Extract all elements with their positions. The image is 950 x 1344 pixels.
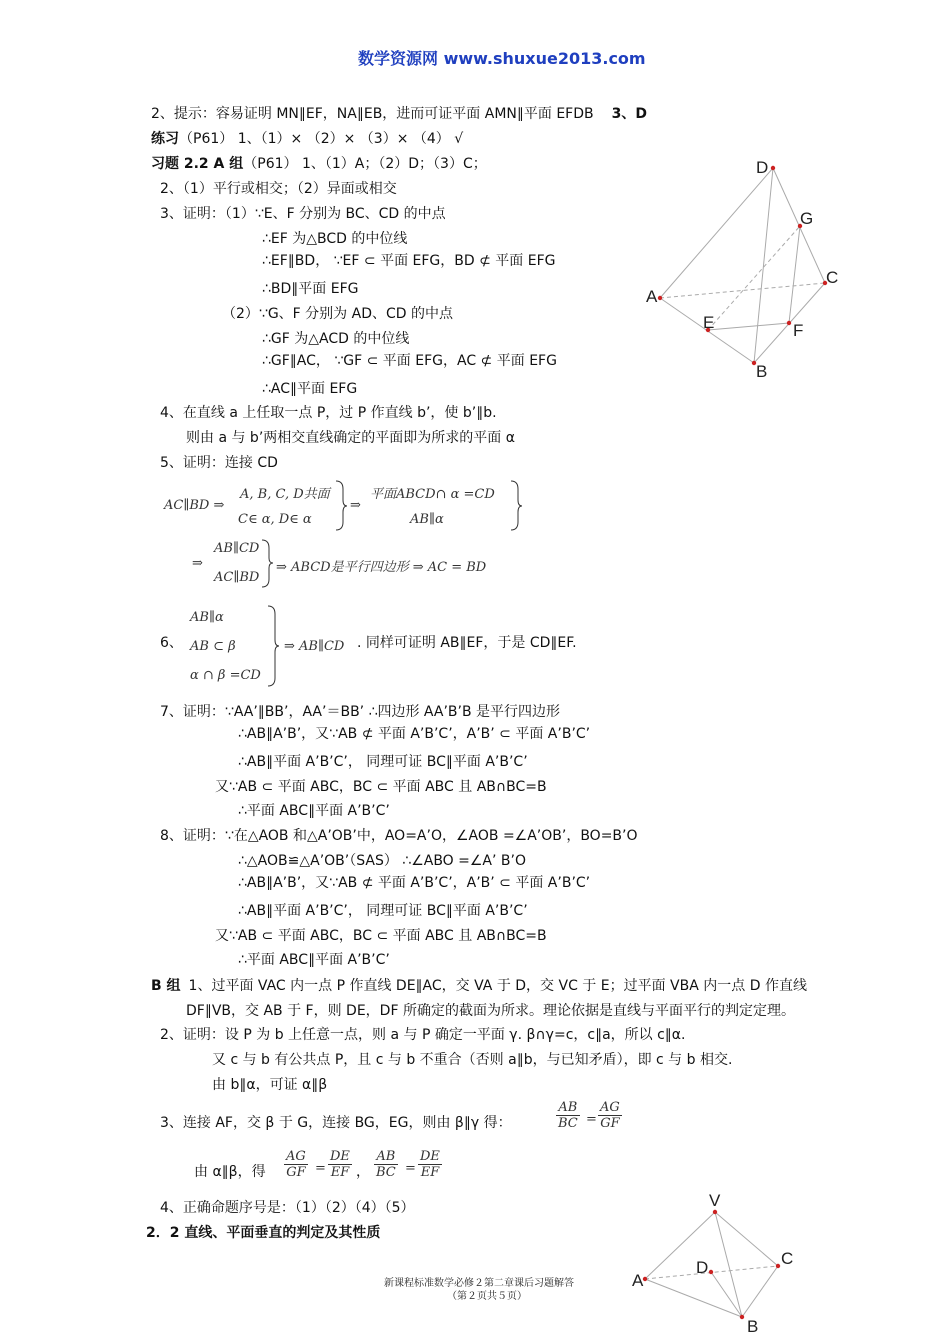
line-32: 由 b∥α，可证 α∥β <box>212 1077 328 1093</box>
q3-frac-1: $\frac{AB}{BC}$ <box>558 1100 578 1131</box>
line-5: 3、证明：（1）∵E、F 分别为 BC、CD 的中点 <box>160 206 446 222</box>
f6-2: AB ⊂ β <box>190 639 236 654</box>
f5-row2a: ⇒ <box>192 556 203 571</box>
fig2-label-c: C <box>781 1249 794 1268</box>
fig1-label-c: C <box>826 268 839 287</box>
f5-arrow: ⇒ <box>350 498 361 513</box>
line-17: 7、证明：∵AA’∥BB’，AA’＝BB’ ∴四边形 AA’B’B 是平行四边形 <box>160 704 561 720</box>
footer-line-1: 新课程标准数学必修２第二章课后习题解答 <box>384 1278 574 1289</box>
f5-b1: A, B, C, D共面 <box>240 487 330 502</box>
f5-left: AC∥BD ⇒ <box>164 498 225 513</box>
f5-row2b: ⇒ ABCD是平行四边形 ⇒ AC = BD <box>276 560 487 575</box>
f5-c2: AB∥α <box>410 512 444 527</box>
line-22: 8、证明：∵在△AOB 和△A’OB’中，AO=A’O，∠AOB =∠A’OB’，BO=B’O <box>160 828 638 844</box>
q3-eq: = <box>586 1112 597 1127</box>
line-27: ∴平面 ABC∥平面 A’B’C’ <box>238 952 390 968</box>
line-10: ∴GF 为△ACD 的中位线 <box>262 331 410 347</box>
f5-d1: AB∥CD <box>214 541 260 556</box>
line-9: （2）∵G、F 分别为 AD、CD 的中点 <box>222 306 453 322</box>
line-7: ∴EF∥BD， ∵EF ⊂ 平面 EFG，BD ⊄ 平面 EFG <box>262 253 556 269</box>
section-title: 2．2 直线、平面垂直的判定及其性质 <box>146 1225 381 1241</box>
line-2: 练习（P61） 1、（1）× （2）× （3）× （4） √ <box>151 131 464 147</box>
page-header: 数学资源网 www.shuxue2013.com <box>358 49 646 68</box>
line-23: ∴△AOB≌△A’OB’（SAS） ∴∠ABO =∠A’ B’O <box>238 853 526 869</box>
line-15: 5、证明：连接 CD <box>160 455 278 471</box>
line-35: 4、正确命题序号是：（1）（2）（4）（5） <box>160 1200 415 1216</box>
fig1-label-a: A <box>646 287 658 306</box>
fig2-label-b: B <box>747 1317 759 1336</box>
line-16: 6、 <box>160 635 183 651</box>
line-1: 2、提示：容易证明 MN∥EF，NA∥EB，进而可证平面 AMN∥平面 EFDB 3、D <box>151 106 647 122</box>
line-24: ∴AB∥A’B’，又∵AB ⊄ 平面 A’B’C’，A’B’ ⊂ 平面 A’B’C’ <box>238 875 591 891</box>
f5-d2: AC∥BD <box>214 570 260 585</box>
line-25: ∴AB∥平面 A’B’C’， 同理可证 BC∥平面 A’B’C’ <box>238 903 528 919</box>
q4-frac-1: $\frac{AG}{GF}$ <box>286 1149 306 1180</box>
q4-sep: ， <box>356 1164 370 1180</box>
fig2-label-d: D <box>696 1258 709 1277</box>
fig1-label-e: E <box>703 313 715 332</box>
footer-line-2: （第２页共５页） <box>447 1291 527 1302</box>
line-18: ∴AB∥A’B’，又∵AB ⊄ 平面 A’B’C’，A’B’ ⊂ 平面 A’B’C’ <box>238 726 591 742</box>
q4-eq: = <box>315 1161 326 1176</box>
line-30: 2、证明：设 P 为 b 上任意一点，则 a 与 P 确定一平面 γ. β∩γ=c，c∥a，所以 c∥α. <box>160 1027 686 1043</box>
line-4: 2、（1）平行或相交；（2）异面或相交 <box>160 181 397 197</box>
line-33: 3、连接 AF，交 β 于 G，连接 BG，EG，则由 β∥γ 得： <box>160 1115 512 1131</box>
line-3: 习题 2.2 A 组（P61） 1、（1）A；（2）D；（3）C； <box>151 156 487 172</box>
line-26: 又∵AB ⊂ 平面 ABC，BC ⊂ 平面 ABC 且 AB∩BC=B <box>215 928 547 944</box>
line-13: 4、在直线 a 上任取一点 P，过 P 作直线 b’，使 b’∥b. <box>160 405 497 421</box>
line-16b: . 同样可证明 AB∥EF，于是 CD∥EF. <box>357 635 577 651</box>
fig1-label-b: B <box>756 362 768 381</box>
line-14: 则由 a 与 b’两相交直线确定的平面即为所求的平面 α <box>186 430 515 446</box>
line-12: ∴AC∥平面 EFG <box>262 381 358 397</box>
line-28: B 组 1、过平面 VAC 内一点 P 作直线 DE∥AC，交 VA 于 D，交 VC 于 E；过平面 VBA 内一点 D 作直线 <box>151 978 807 994</box>
q5-frac-2: $\frac{DE}{EF}$ <box>420 1149 440 1180</box>
f6-1: AB∥α <box>190 610 224 625</box>
line-29: DF∥VB，交 AB 于 F，则 DE，DF 所确定的截面为所求。理论依据是直线与平面平行的判定定理。 <box>186 1003 795 1019</box>
line-31: 又 c 与 b 有公共点 P，且 c 与 b 不重合（否则 a∥b，与已知矛盾），即 c 与 b 相交. <box>212 1052 733 1068</box>
f5-b2: C∈ α, D∈ α <box>238 512 312 527</box>
fig1-label-g: G <box>800 209 814 228</box>
line-11: ∴GF∥AC， ∵GF ⊂ 平面 EFG，AC ⊄ 平面 EFG <box>262 353 557 369</box>
line-21: ∴平面 ABC∥平面 A’B’C’ <box>238 803 390 819</box>
line-34: 由 α∥β，得 <box>194 1164 266 1180</box>
line-8: ∴BD∥平面 EFG <box>262 281 359 297</box>
q5-frac-1: $\frac{AB}{BC}$ <box>376 1149 396 1180</box>
f6-3: α ∩ β =CD <box>190 668 261 683</box>
fig1-label-f: F <box>793 321 804 340</box>
line-20: 又∵AB ⊂ 平面 ABC，BC ⊂ 平面 ABC 且 AB∩BC=B <box>215 779 547 795</box>
q3-frac-2: $\frac{AG}{GF}$ <box>600 1100 620 1131</box>
f5-c1: 平面ABCD∩ α =CD <box>370 487 495 502</box>
fig2-label-v: V <box>709 1191 721 1210</box>
fig1-label-d: D <box>756 158 769 177</box>
line-6: ∴EF 为△BCD 的中位线 <box>262 231 408 247</box>
f6-res: ⇒ AB∥CD <box>284 639 345 654</box>
line-19: ∴AB∥平面 A’B’C’， 同理可证 BC∥平面 A’B’C’ <box>238 754 528 770</box>
q4-frac-2: $\frac{DE}{EF}$ <box>330 1149 350 1180</box>
fig2-label-a: A <box>632 1271 644 1290</box>
q5-eq: = <box>405 1161 416 1176</box>
